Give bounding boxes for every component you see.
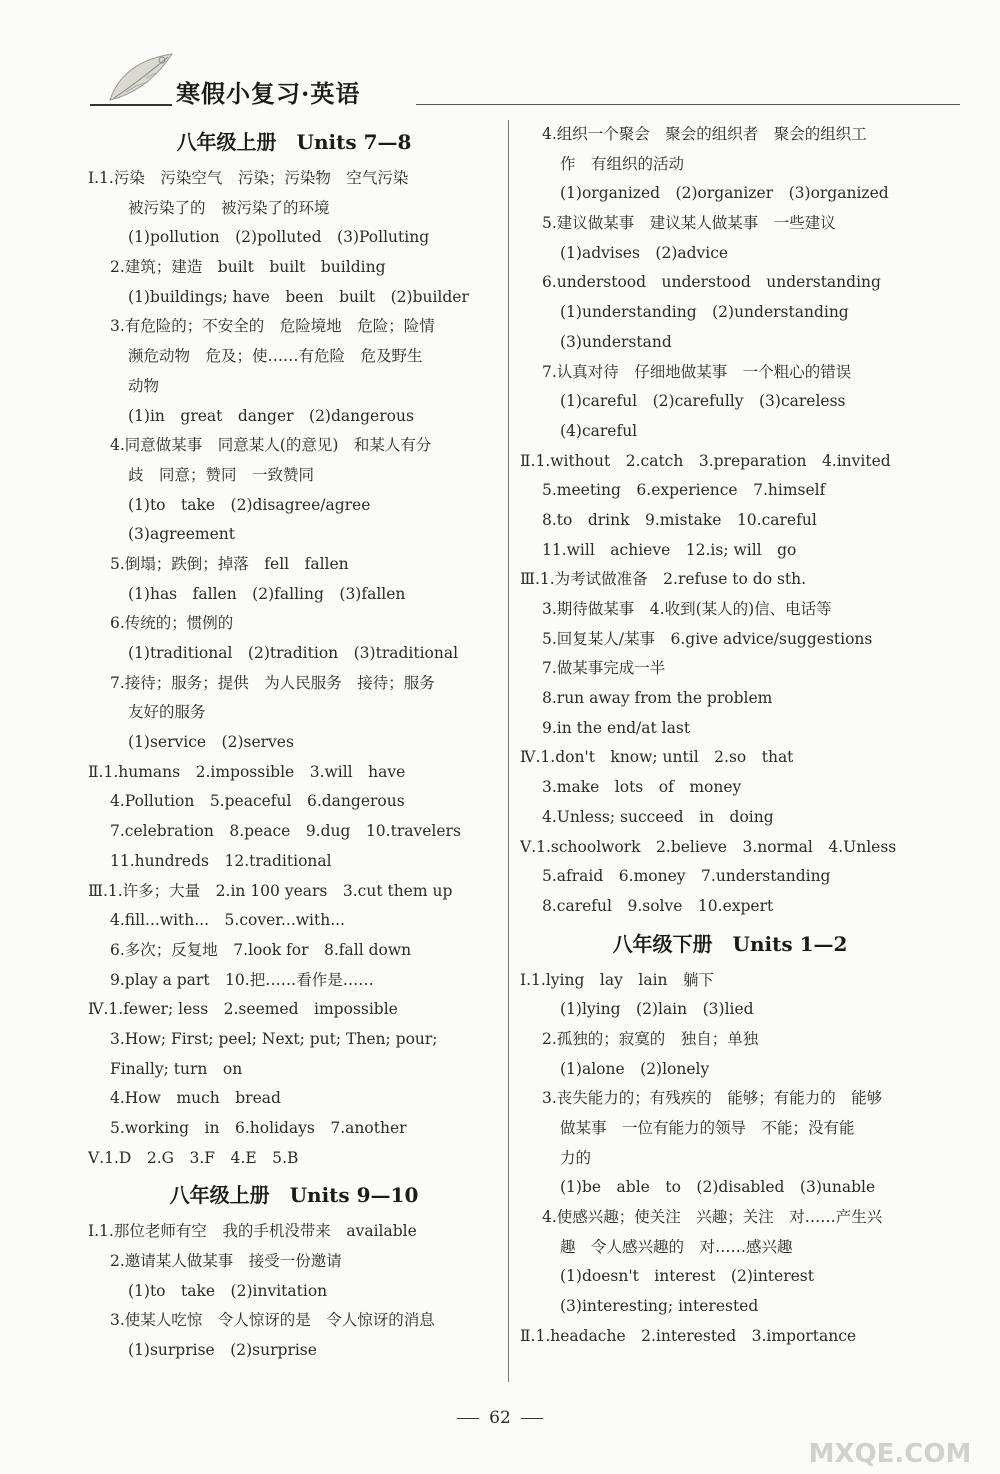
answer-line: Ⅱ.1.without 2.catch 3.preparation 4.invited [520,451,891,470]
answer-line: 11.hundreds 12.traditional [110,851,332,870]
answer-line: 7.做某事完成一半 [542,659,666,678]
section-title: 八年级上册 Units 9—10 [169,1183,419,1208]
answer-line: (1)surprise (2)surprise [128,1341,317,1360]
footer-dash-right [521,1418,543,1419]
answer-line: Ⅴ.1.schoolwork 2.believe 3.normal 4.Unless [520,837,897,856]
answer-line: 动物 [128,376,160,395]
answer-line: 做某事 一位有能力的领导 不能；没有能 [560,1119,855,1137]
watermark-text: MXQE.COM [808,1439,972,1469]
answer-line: 6.多次；反复地 7.look for 8.fall down [110,940,412,959]
answer-line: (1)to take (2)invitation [128,1281,328,1300]
answer-line: 8.run away from the problem [542,689,773,708]
footer-dash-left [457,1418,479,1419]
page-number: 62 [489,1408,511,1428]
answer-line: 3.make lots of money [542,778,742,797]
left-column [88,120,500,1366]
answer-line: 5.meeting 6.experience 7.himself [542,481,826,500]
answer-line: 9.play a part 10.把……看作是…… [110,970,374,989]
answer-line: 3.有危险的；不安全的 危险境地 危险；险情 [110,317,435,336]
answer-line: Ⅴ.1.D 2.G 3.F 4.E 5.B [88,1148,299,1167]
answer-line: 4.fill...with... 5.cover...with... [110,911,345,930]
answer-line: 4.Pollution 5.peaceful 6.dangerous [110,792,405,811]
header-rule-right [416,104,960,105]
page-header [90,48,960,118]
answer-line: 6.understood understood understanding [542,273,881,292]
answer-line: Finally; turn on [110,1059,243,1078]
answer-line: 被污染了的 被污染了的环境 [128,198,330,217]
answer-line: 2.孤独的；寂寞的 独自；单独 [542,1029,759,1048]
answer-line: 4.使感兴趣；使关注 兴趣；关注 对……产生兴 [542,1208,883,1227]
answer-line: 11.will achieve 12.is; will go [542,540,797,559]
answer-line: 3.使某人吃惊 令人惊讶的是 令人惊讶的消息 [110,1311,435,1330]
answer-line: (1)to take (2)disagree/agree [128,495,371,514]
answer-line: Ⅲ.1.许多；大量 2.in 100 years 3.cut them up [88,881,453,900]
answer-line: Ⅰ.1.那位老师有空 我的手机没带来 available [88,1222,417,1241]
answer-line: 8.to drink 9.mistake 10.careful [542,510,817,529]
answer-line: 4.How much bread [110,1089,281,1108]
answer-line: (1)understanding (2)understanding [560,303,849,322]
header-rule-left [90,104,172,106]
answer-line: 3.How; First; peel; Next; put; Then; pour; [110,1029,438,1048]
answer-line: (4)careful [560,421,638,440]
right-column [520,120,940,1352]
answer-line: 歧 同意；赞同 一致赞同 [128,465,315,484]
answer-line: (3)interesting; interested [560,1297,759,1316]
answer-line: Ⅳ.1.fewer; less 2.seemed impossible [88,1000,398,1019]
answer-line: 5.建议做某事 建议某人做某事 一些建议 [542,214,836,233]
answer-line: Ⅲ.1.为考试做准备 2.refuse to do sth. [520,570,807,589]
answer-line: Ⅰ.1.lying lay lain 躺下 [520,970,715,989]
answer-line: 力的 [560,1148,592,1167]
answer-line: 3.丧失能力的；有残疾的 能够；有能力的 能够 [542,1089,883,1108]
watermark-logo-icon [790,1404,990,1472]
answer-line: (1)has fallen (2)falling (3)fallen [128,584,406,603]
answer-line: 3.期待做某事 4.收到(某人的)信、电话等 [542,600,832,618]
section-title: 八年级下册 Units 1—2 [612,931,848,956]
answer-line: 8.careful 9.solve 10.expert [542,896,774,915]
answer-line: 趣 令人感兴趣的 对……感兴趣 [560,1237,793,1256]
column-divider [508,120,509,1382]
answer-line: 4.同意做某事 同意某人(的意见) 和某人有分 [110,436,432,455]
answer-line: (1)alone (2)lonely [560,1059,710,1078]
answer-line: (1)doesn't interest (2)interest [560,1267,814,1286]
answer-line: (1)buildings; have been built (2)builder [128,287,469,306]
answer-line: Ⅳ.1.don't know; until 2.so that [520,748,794,767]
answer-line: 5.回复某人/某事 6.give advice/suggestions [542,629,873,648]
answer-line: Ⅱ.1.humans 2.impossible 3.will have [88,762,406,781]
answer-line: 7.认真对待 仔细地做某事 一个粗心的错误 [542,362,852,381]
answer-line: (1)in great danger (2)dangerous [128,406,414,425]
answer-line: (3)understand [560,332,672,351]
answer-line: 7.celebration 8.peace 9.dug 10.travelers [110,822,461,841]
answer-line: (1)lying (2)lain (3)lied [560,1000,754,1019]
section-title: 八年级上册 Units 7—8 [176,130,412,154]
answer-line: 7.接待；服务；提供 为人民服务 接待；服务 [110,673,435,692]
answer-line: 2.建筑；建造 built built building [110,258,386,277]
leaf-logo-icon [106,48,176,108]
answer-line: Ⅰ.1.污染 污染空气 污染；污染物 空气污染 [88,169,409,187]
header-title: 寒假小复习·英语 [176,79,361,108]
answer-line: 5.working in 6.holidays 7.another [110,1119,407,1137]
answer-line: 9.in the end/at last [542,718,691,737]
answer-line: (1)careful (2)carefully (3)careless [560,392,846,411]
answer-line: 作 有组织的活动 [560,154,685,173]
answer-line: 6.传统的；惯例的 [110,614,234,633]
answer-line: 5.倒塌；跌倒；掉落 fell fallen [110,554,349,573]
answer-line: (1)pollution (2)polluted (3)Polluting [128,228,430,247]
answer-line: 友好的服务 [128,703,206,722]
answer-line: (3)agreement [128,525,235,544]
answer-line: 4.组织一个聚会 聚会的组织者 聚会的组织工 [542,125,867,143]
answer-line: 5.afraid 6.money 7.understanding [542,867,831,886]
answer-line: (1)be able to (2)disabled (3)unable [560,1178,876,1197]
answer-line: (1)service (2)serves [128,733,294,752]
answer-line: (1)advises (2)advice [560,243,729,262]
answer-line: 4.Unless; succeed in doing [542,807,774,826]
answer-line: (1)traditional (2)tradition (3)traditional [128,644,459,662]
answer-line: 2.邀请某人做某事 接受一份邀请 [110,1252,342,1271]
answer-line: (1)organized (2)organizer (3)organized [560,184,889,203]
answer-line: Ⅱ.1.headache 2.interested 3.importance [520,1326,857,1345]
answer-line: 濒危动物 危及；使……有危险 危及野生 [128,347,423,366]
